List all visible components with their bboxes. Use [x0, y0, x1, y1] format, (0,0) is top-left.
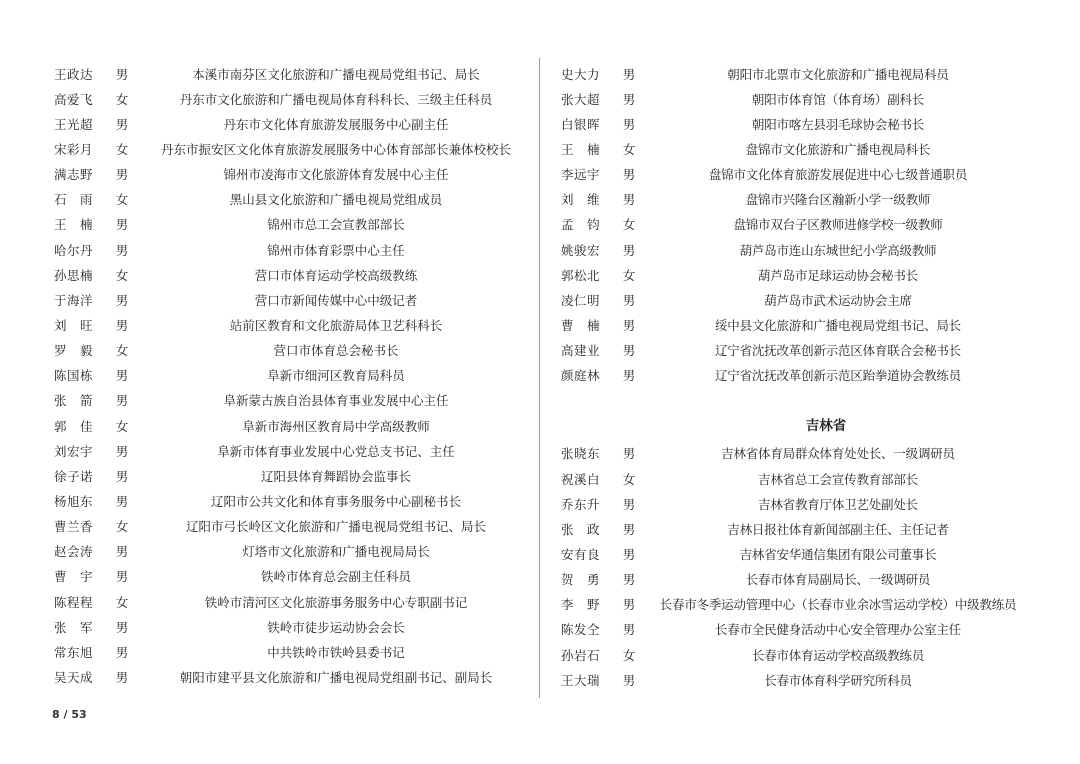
person-gender: 男 — [622, 167, 636, 183]
person-title: 长春市冬季运动管理中心（长春市业余冰雪运动学校）中级教练员 — [659, 597, 1017, 613]
person-name: 张 政 — [561, 521, 601, 537]
person-title: 铁岭市体育总会副主任科员 — [260, 569, 411, 585]
person-name: 陈程程 — [54, 594, 94, 610]
list-item — [54, 413, 534, 438]
person-gender: 男 — [115, 317, 129, 333]
list-item — [561, 516, 1031, 541]
person-gender: 男 — [115, 66, 129, 82]
person-name: 王 楠 — [54, 217, 94, 233]
person-name: 张 箭 — [54, 393, 94, 409]
list-item — [54, 514, 534, 539]
list-item — [561, 466, 1031, 491]
list-item — [561, 162, 1031, 187]
list-item — [561, 111, 1031, 136]
person-gender: 女 — [115, 267, 129, 283]
person-gender: 男 — [622, 343, 636, 359]
person-name: 姚骏宏 — [561, 242, 601, 258]
list-item — [54, 262, 534, 287]
person-title: 辽阳县体育舞蹈协会监事长 — [260, 468, 411, 484]
person-title: 营口市新闻传媒中心中级记者 — [254, 292, 418, 308]
person-title: 葫芦岛市武术运动协会主席 — [764, 292, 912, 308]
list-item — [54, 463, 534, 488]
person-gender: 女 — [622, 267, 636, 283]
right-column-bottom-list — [561, 441, 1031, 692]
person-name: 石 雨 — [54, 192, 94, 208]
person-name: 王大瑞 — [561, 672, 601, 688]
person-name: 安有良 — [561, 546, 601, 562]
person-name: 张大超 — [561, 91, 601, 107]
person-gender: 男 — [622, 622, 636, 638]
column-divider — [539, 58, 540, 698]
person-name: 陈发仝 — [561, 622, 601, 638]
list-item — [54, 438, 534, 463]
list-item — [54, 488, 534, 513]
person-title: 锦州市总工会宣教部部长 — [267, 217, 405, 233]
person-title: 朝阳市北票市文化旅游和广播电视局科员 — [727, 66, 949, 82]
list-item — [561, 237, 1031, 262]
person-name: 宋彩月 — [54, 141, 94, 157]
person-title: 朝阳市建平县文化旅游和广播电视局党组副书记、副局长 — [179, 669, 493, 685]
person-name: 王光超 — [54, 116, 94, 132]
person-gender: 男 — [115, 167, 129, 183]
person-gender: 男 — [622, 66, 636, 82]
list-item — [54, 111, 534, 136]
list-item — [54, 86, 534, 111]
list-item — [561, 312, 1031, 337]
person-gender: 男 — [115, 468, 129, 484]
person-gender: 男 — [622, 572, 636, 588]
list-item — [54, 187, 534, 212]
person-title: 阜新市细河区教育局科员 — [267, 368, 405, 384]
person-gender: 女 — [115, 519, 129, 535]
person-gender: 男 — [115, 619, 129, 635]
person-title: 长春市体育局副局长、一级调研员 — [745, 572, 931, 588]
person-name: 刘 维 — [561, 192, 601, 208]
person-name: 曹 楠 — [561, 317, 601, 333]
person-gender: 男 — [115, 443, 129, 459]
person-gender: 女 — [115, 418, 129, 434]
person-title: 黑山县文化旅游和广播电视局党组成员 — [229, 192, 443, 208]
person-gender: 男 — [115, 116, 129, 132]
person-title: 锦州市体育彩票中心主任 — [267, 242, 405, 258]
person-name: 孙岩石 — [561, 647, 601, 663]
list-item — [561, 212, 1031, 237]
list-item — [561, 667, 1031, 692]
person-title: 阜新蒙古族自治县体育事业发展中心主任 — [223, 393, 449, 409]
list-item — [54, 614, 534, 639]
list-item — [561, 642, 1031, 667]
list-item — [561, 86, 1031, 111]
person-name: 赵会涛 — [54, 544, 94, 560]
person-gender: 女 — [115, 141, 129, 157]
person-name: 乔东升 — [561, 496, 601, 512]
list-item — [54, 363, 534, 388]
person-name: 陈国栋 — [54, 368, 94, 384]
person-gender: 男 — [622, 292, 636, 308]
list-item — [561, 338, 1031, 363]
list-item — [561, 441, 1031, 466]
person-name: 郭 佳 — [54, 418, 94, 434]
list-item — [54, 212, 534, 237]
person-gender: 男 — [622, 192, 636, 208]
person-gender: 女 — [115, 594, 129, 610]
person-name: 颜庭林 — [561, 368, 601, 384]
person-name: 凌仁明 — [561, 292, 601, 308]
person-title: 站前区教育和文化旅游局体卫艺科科长 — [229, 317, 443, 333]
list-item — [54, 388, 534, 413]
person-name: 哈尔丹 — [54, 242, 94, 258]
person-title: 营口市体育运动学校高级教练 — [254, 267, 418, 283]
person-name: 曹 宇 — [54, 569, 94, 585]
person-gender: 女 — [115, 343, 129, 359]
list-item — [561, 287, 1031, 312]
person-title: 辽阳市弓长岭区文化旅游和广播电视局党组书记、局长 — [185, 519, 486, 535]
person-name: 白银晖 — [561, 116, 601, 132]
person-title: 葫芦岛市足球运动协会秘书长 — [758, 267, 918, 283]
person-title: 吉林日报社体育新闻部副主任、主任记者 — [727, 521, 949, 537]
person-gender: 男 — [115, 242, 129, 258]
list-item — [54, 639, 534, 664]
person-name: 王政达 — [54, 66, 94, 82]
list-item — [561, 262, 1031, 287]
person-name: 常东旭 — [54, 644, 94, 660]
list-item — [54, 162, 534, 187]
person-title: 盘锦市兴隆台区瀚新小学一级教师 — [745, 192, 931, 208]
list-item — [54, 338, 534, 363]
person-name: 刘 旺 — [54, 317, 94, 333]
list-item — [561, 567, 1031, 592]
list-item — [54, 539, 534, 564]
person-name: 杨旭东 — [54, 493, 94, 509]
person-gender: 男 — [115, 569, 129, 585]
person-gender: 男 — [622, 116, 636, 132]
person-gender: 男 — [622, 546, 636, 562]
person-title: 阜新市体育事业发展中心党总支书记、主任 — [217, 443, 455, 459]
person-title: 长春市体育科学研究所科员 — [764, 672, 912, 688]
person-title: 吉林省总工会宣传教育部部长 — [758, 471, 918, 487]
person-name: 满志野 — [54, 167, 94, 183]
person-title: 辽宁省沈抚改革创新示范区跆拳道协会教练员 — [714, 368, 961, 384]
person-title: 阜新市海州区教育局中学高级教师 — [242, 418, 430, 434]
person-gender: 男 — [622, 91, 636, 107]
person-gender: 男 — [115, 368, 129, 384]
person-title: 盘锦市双台子区教师进修学校一级教师 — [733, 217, 943, 233]
list-item — [561, 541, 1031, 566]
person-title: 丹东市振安区文化体育旅游发展服务中心体育部部长兼体校校长 — [160, 141, 511, 157]
list-item — [54, 136, 534, 161]
person-name: 张 军 — [54, 619, 94, 635]
person-gender: 女 — [622, 217, 636, 233]
page-number: 8 / 53 — [52, 708, 87, 721]
person-name: 孟 钧 — [561, 217, 601, 233]
person-gender: 女 — [622, 141, 636, 157]
person-gender: 男 — [622, 242, 636, 258]
right-column-top-list — [561, 61, 1031, 388]
person-name: 郭松北 — [561, 267, 601, 283]
person-title: 丹东市文化旅游和广播电视局体育科科长、三级主任科员 — [179, 91, 493, 107]
person-title: 辽阳市公共文化和体育事务服务中心副秘书长 — [210, 493, 461, 509]
person-title: 绥中县文化旅游和广播电视局党组书记、局长 — [714, 317, 961, 333]
right-column — [561, 61, 1031, 692]
person-gender: 男 — [115, 644, 129, 660]
person-name: 王 楠 — [561, 141, 601, 157]
person-title: 营口市体育总会秘书长 — [273, 343, 399, 359]
list-item — [561, 363, 1031, 388]
person-title: 盘锦市文化旅游和广播电视局科长 — [745, 141, 931, 157]
person-gender: 男 — [622, 597, 636, 613]
list-item — [54, 61, 534, 86]
person-title: 铁岭市清河区文化旅游事务服务中心专职副书记 — [204, 594, 468, 610]
list-item — [54, 564, 534, 589]
person-title: 葫芦岛市连山东城世纪小学高级教师 — [739, 242, 937, 258]
person-name: 祝溪白 — [561, 471, 601, 487]
person-title: 朝阳市体育馆（体育场）副科长 — [751, 91, 925, 107]
person-gender: 男 — [115, 544, 129, 560]
person-name: 刘宏宇 — [54, 443, 94, 459]
person-gender: 男 — [115, 669, 129, 685]
person-title: 灯塔市文化旅游和广播电视局局长 — [242, 544, 430, 560]
person-name: 曹兰香 — [54, 519, 94, 535]
list-item — [54, 589, 534, 614]
person-title: 中共铁岭市铁岭县委书记 — [267, 644, 405, 660]
person-name: 李 野 — [561, 597, 601, 613]
person-name: 李远宇 — [561, 167, 601, 183]
person-name: 吴天成 — [54, 669, 94, 685]
person-name: 高建业 — [561, 343, 601, 359]
person-name: 于海洋 — [54, 292, 94, 308]
person-gender: 男 — [622, 368, 636, 384]
person-gender: 男 — [622, 672, 636, 688]
person-name: 徐子诺 — [54, 468, 94, 484]
person-name: 张晓东 — [561, 446, 601, 462]
person-title: 吉林省安华通信集团有限公司董事长 — [739, 546, 937, 562]
person-title: 长春市体育运动学校高级教练员 — [751, 647, 925, 663]
person-title: 吉林省体育局群众体育处处长、一级调研员 — [721, 446, 955, 462]
person-name: 孙思楠 — [54, 267, 94, 283]
person-gender: 男 — [622, 446, 636, 462]
person-gender: 女 — [622, 647, 636, 663]
list-item — [54, 664, 534, 689]
person-title: 丹东市文化体育旅游发展服务中心副主任 — [223, 116, 449, 132]
person-gender: 男 — [115, 217, 129, 233]
section-title: 吉林省 — [805, 418, 847, 435]
list-item — [561, 187, 1031, 212]
person-title: 辽宁省沈抚改革创新示范区体育联合会秘书长 — [714, 343, 961, 359]
list-item — [561, 491, 1031, 516]
list-item — [54, 237, 534, 262]
person-name: 贺 勇 — [561, 572, 601, 588]
person-name: 高爱飞 — [54, 91, 94, 107]
person-gender: 男 — [622, 521, 636, 537]
person-gender: 男 — [622, 496, 636, 512]
person-title: 铁岭市徒步运动协会会长 — [267, 619, 405, 635]
person-gender: 女 — [622, 471, 636, 487]
person-title: 锦州市凌海市文化旅游体育发展中心主任 — [223, 167, 449, 183]
person-title: 长春市全民健身活动中心安全管理办公室主任 — [714, 622, 961, 638]
person-name: 罗 毅 — [54, 343, 94, 359]
person-title: 盘锦市文化体育旅游发展促进中心七级普通职员 — [708, 167, 968, 183]
person-gender: 男 — [115, 292, 129, 308]
list-item — [561, 592, 1031, 617]
section-gap — [561, 388, 1031, 412]
person-title: 吉林省教育厅体卫艺处副处长 — [758, 496, 918, 512]
person-gender: 男 — [115, 393, 129, 409]
list-item — [561, 136, 1031, 161]
person-name: 史大力 — [561, 66, 601, 82]
person-gender: 男 — [622, 317, 636, 333]
person-title: 朝阳市喀左县羽毛球协会秘书长 — [751, 116, 925, 132]
person-gender: 女 — [115, 91, 129, 107]
person-title: 本溪市南芬区文化旅游和广播电视局党组书记、局长 — [192, 66, 480, 82]
person-gender: 男 — [115, 493, 129, 509]
list-item — [561, 617, 1031, 642]
list-item — [54, 312, 534, 337]
list-item — [54, 287, 534, 312]
left-column — [54, 61, 534, 690]
list-item — [561, 61, 1031, 86]
person-gender: 女 — [115, 192, 129, 208]
